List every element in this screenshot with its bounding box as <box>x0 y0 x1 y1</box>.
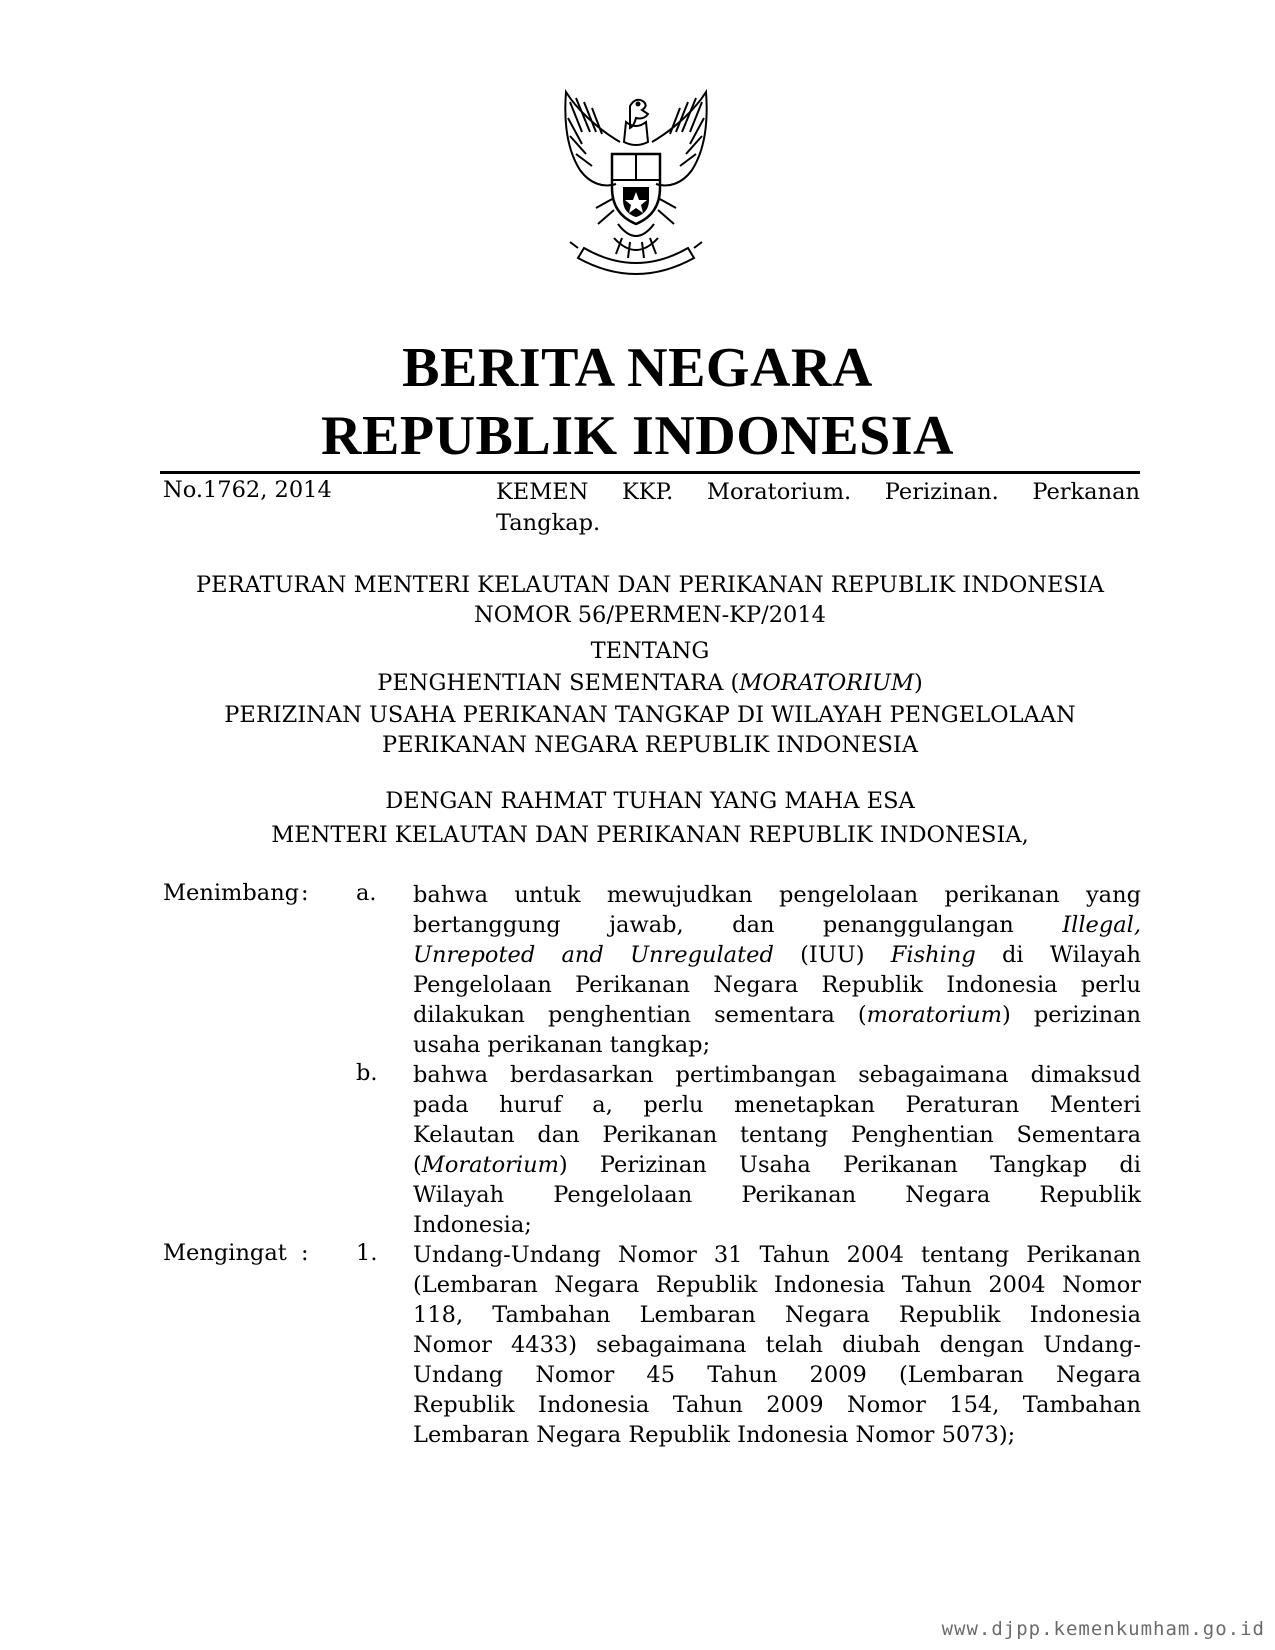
regulation-heading <box>150 570 1150 630</box>
menimbang-b-text <box>413 1060 1141 1240</box>
mengingat-1-l4: Nomor 4433) sebagaimana telah diubah dengan Undang- <box>413 1332 1141 1358</box>
menimbang-b-l2: pada huruf a, perlu menetapkan Peraturan Menteri <box>413 1092 1141 1118</box>
gazette-number: No.1762, 2014 <box>163 477 332 503</box>
subject-b-line1: PERIZINAN USAHA PERIKANAN TANGKAP DI WILAYAH PENGELOLAAN <box>224 702 1076 728</box>
b-l4b: Moratorium <box>421 1152 559 1178</box>
a-l2a: bertanggung jawab, dan penanggulangan <box>413 912 1063 938</box>
mengingat-1-l3: 118, Tambahan Lembaran Negara Republik Indonesia <box>413 1302 1141 1328</box>
gazette-title-line1: BERITA NEGARA <box>402 337 873 399</box>
menimbang-a-marker: a. <box>356 880 377 906</box>
subject-a-italic: MORATORIUM <box>739 670 915 696</box>
mengingat-1-l2: (Lembaran Negara Republik Indonesia Tahun 2004 Nomor <box>413 1272 1141 1298</box>
a-l5c: ) perizinan <box>1002 1002 1141 1028</box>
regulation-subject-a <box>150 668 1150 698</box>
menimbang-b-l6: Indonesia; <box>413 1212 532 1238</box>
mengingat-1-l5: Undang Nomor 45 Tahun 2009 (Lembaran Negara <box>413 1362 1141 1388</box>
menimbang-b-l5: Wilayah Pengelolaan Perikanan Negara Republik <box>413 1182 1141 1208</box>
menimbang-b-marker: b. <box>356 1060 378 1086</box>
footer-url: www.djpp.kemenkumham.go.id <box>941 1618 1265 1640</box>
menimbang-colon: : <box>301 880 309 906</box>
menimbang-b-l4 <box>413 1150 1141 1180</box>
menimbang-a-text <box>413 880 1141 1060</box>
gazette-subject-line2: Tangkap. <box>496 510 601 536</box>
b-l4c: ) Perizinan Usaha Perikanan Tangkap di <box>558 1152 1141 1178</box>
regulation-line1: PERATURAN MENTERI KELAUTAN DAN PERIKANAN REPUBLIK INDONESIA <box>196 572 1104 598</box>
a-l3c: Fishing <box>890 942 976 968</box>
mengingat-1-marker: 1. <box>356 1240 378 1266</box>
mengingat-colon: : <box>301 1240 309 1266</box>
gazette-title-line2: REPUBLIK INDONESIA <box>321 405 954 467</box>
blessing-line: DENGAN RAHMAT TUHAN YANG MAHA ESA <box>385 788 915 814</box>
menimbang-a-l1: bahwa untuk mewujudkan pengelolaan perikanan yang <box>413 882 1141 908</box>
menimbang-a-l2 <box>413 910 1141 940</box>
mengingat-1-text <box>413 1240 1141 1450</box>
a-l3b: (IUU) <box>773 942 891 968</box>
title-rule <box>160 471 1140 474</box>
a-l5b: moratorium <box>866 1002 1003 1028</box>
garuda-emblem-icon <box>556 88 716 284</box>
subject-a-end: ) <box>914 670 923 696</box>
a-l3a: Unrepoted and Unregulated <box>413 942 774 968</box>
menimbang-a-l3 <box>413 940 1141 970</box>
a-l2b: Illegal, <box>1062 912 1141 938</box>
menimbang-a-l6: usaha perikanan tangkap; <box>413 1032 711 1058</box>
mengingat-label: Mengingat <box>163 1240 287 1266</box>
subject-b-line2: PERIKANAN NEGARA REPUBLIK INDONESIA <box>381 732 919 758</box>
tentang-label: TENTANG <box>590 638 710 664</box>
menimbang-a-l4: Pengelolaan Perikanan Negara Republik Indonesia perlu <box>413 972 1141 998</box>
mengingat-1-l1: Undang-Undang Nomor 31 Tahun 2004 tentang Perikanan <box>413 1242 1141 1268</box>
menimbang-b-l1: bahwa berdasarkan pertimbangan sebagaimana dimaksud <box>413 1062 1141 1088</box>
a-l3d: di Wilayah <box>975 942 1141 968</box>
mengingat-1-l6: Republik Indonesia Tahun 2009 Nomor 154, Tambahan <box>413 1392 1141 1418</box>
minister-line: MENTERI KELAUTAN DAN PERIKANAN REPUBLIK INDONESIA, <box>271 822 1029 848</box>
gazette-subject-line1: KEMEN KKP. Moratorium. Perizinan. Perkanan <box>496 479 1140 505</box>
regulation-subject-b <box>150 700 1150 760</box>
mengingat-1-l7: Lembaran Negara Republik Indonesia Nomor 5073); <box>413 1422 1016 1448</box>
a-l5a: dilakukan penghentian sementara ( <box>413 1002 867 1028</box>
menimbang-label: Menimbang <box>163 880 300 906</box>
regulation-number: NOMOR 56/PERMEN-KP/2014 <box>474 602 826 628</box>
b-l4a: ( <box>413 1152 422 1178</box>
subject-a-text: PENGHENTIAN SEMENTARA ( <box>377 670 740 696</box>
menimbang-b-l3: Kelautan dan Perikanan tentang Penghentian Sementara <box>413 1122 1141 1148</box>
menimbang-a-l5 <box>413 1000 1141 1030</box>
